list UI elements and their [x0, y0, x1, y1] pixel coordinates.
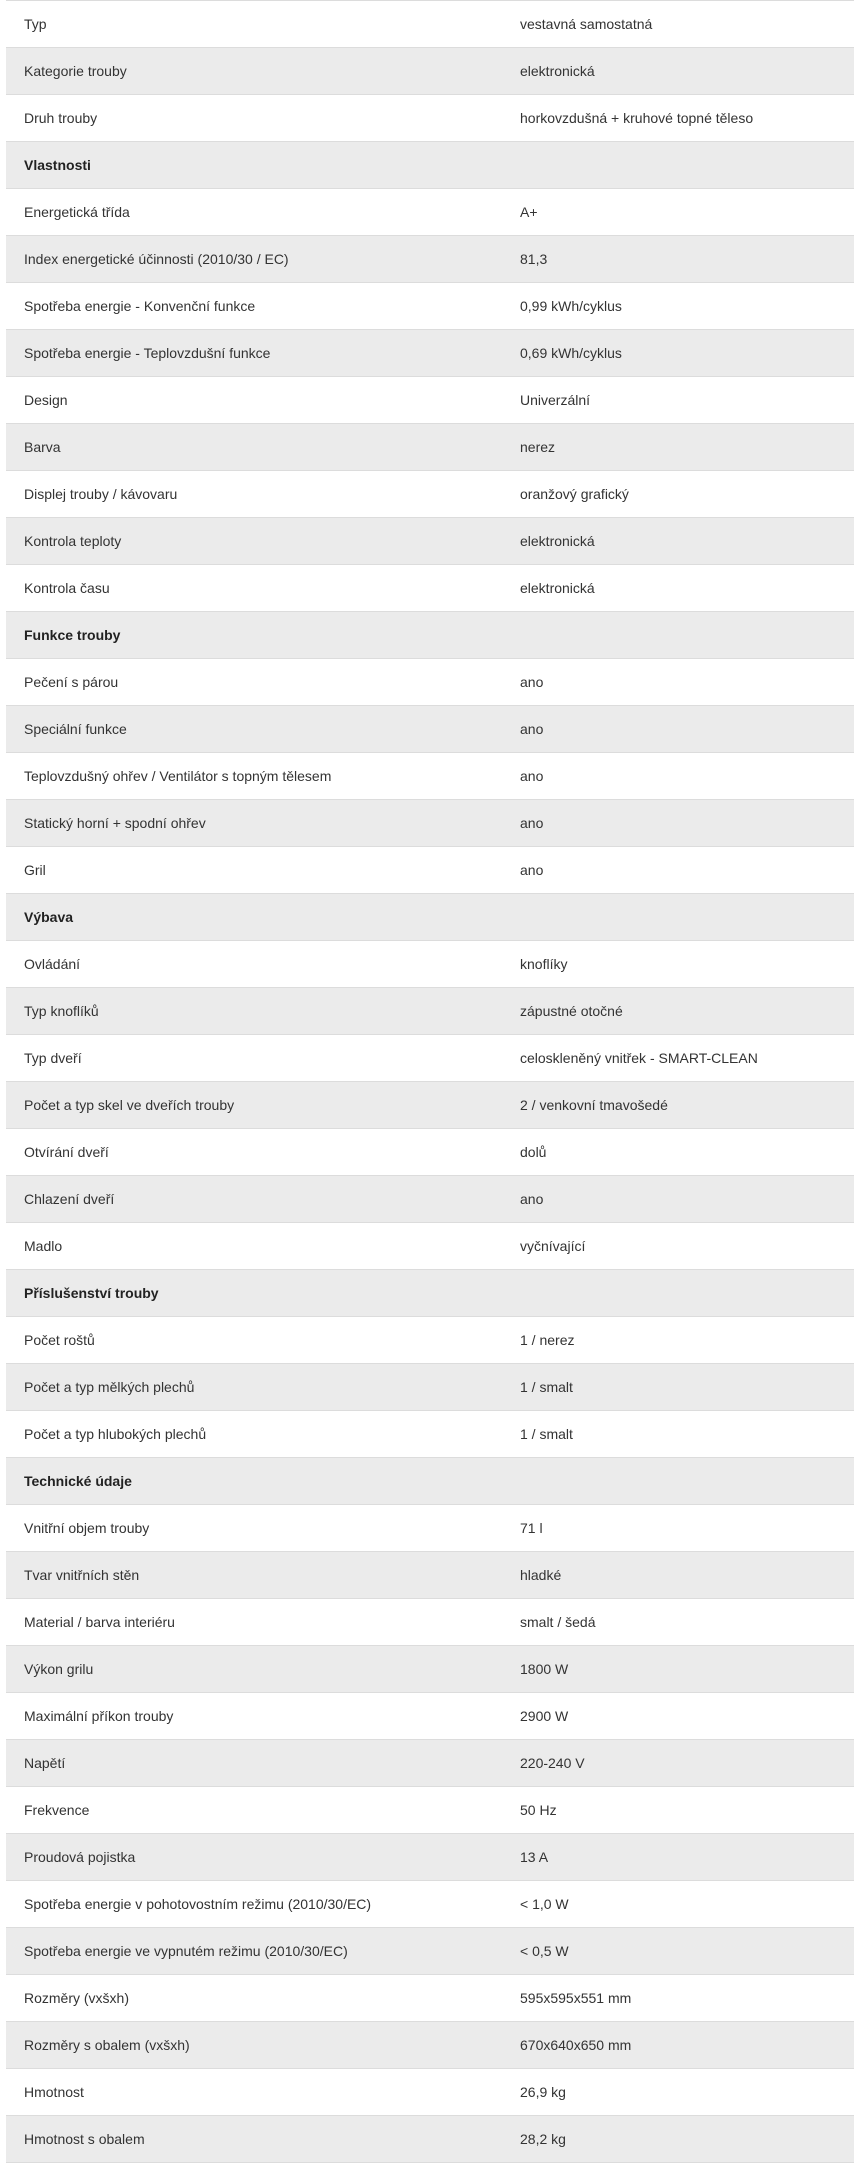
spec-label: Madlo: [24, 1237, 63, 1254]
spec-value: [502, 1270, 854, 1317]
spec-row: [6, 1599, 854, 1646]
spec-label: Typ knoflíků: [24, 1002, 99, 1019]
spec-row: [6, 1693, 854, 1740]
spec-row: [6, 1082, 854, 1129]
section-header-row: [6, 1270, 854, 1317]
spec-label: Hmotnost s obalem: [24, 2130, 145, 2147]
spec-label: Počet a typ hlubokých plechů: [24, 1425, 207, 1442]
spec-label: Spotřeba energie - Konvenční funkce: [24, 297, 256, 314]
spec-row: [6, 1, 854, 48]
spec-row: [6, 1129, 854, 1176]
spec-value: hladké: [520, 1566, 562, 1583]
spec-row: [6, 1928, 854, 1975]
spec-row: [6, 1411, 854, 1458]
spec-label: Počet roštů: [24, 1331, 95, 1348]
spec-row: [6, 1646, 854, 1693]
spec-label: Rozměry s obalem (vxšxh): [24, 2036, 190, 2053]
spec-value: < 0,5 W: [520, 1942, 569, 1959]
spec-row: [6, 189, 854, 236]
spec-row: [6, 1505, 854, 1552]
spec-value: ano: [520, 767, 544, 784]
spec-value: 0,99 kWh/cyklus: [520, 297, 622, 314]
spec-label: Pečení s párou: [24, 673, 119, 690]
specification-table-body: [6, 1, 854, 2163]
spec-value: 2900 W: [520, 1707, 569, 1724]
spec-label: Hmotnost: [24, 2083, 84, 2100]
spec-value: 28,2 kg: [520, 2130, 566, 2147]
spec-label: Gril: [24, 861, 46, 878]
spec-label: Typ: [24, 15, 47, 32]
spec-row: [6, 988, 854, 1035]
section-header-row: [6, 894, 854, 941]
spec-row: [6, 1975, 854, 2022]
spec-label: Ovládání: [24, 955, 81, 972]
spec-label: Kontrola času: [24, 579, 110, 596]
spec-value: 220-240 V: [520, 1754, 585, 1771]
spec-row: [6, 377, 854, 424]
spec-value: 71 l: [520, 1519, 543, 1536]
spec-value: 1800 W: [520, 1660, 569, 1677]
spec-label: Index energetické účinnosti (2010/30 / EC): [24, 250, 289, 267]
spec-row: [6, 941, 854, 988]
spec-value: [502, 612, 854, 659]
spec-label: Speciální funkce: [24, 720, 127, 737]
spec-row: [6, 2069, 854, 2116]
spec-label: Chlazení dveří: [24, 1190, 115, 1207]
spec-row: [6, 1881, 854, 1928]
spec-value: nerez: [520, 438, 556, 455]
spec-label: Napětí: [24, 1754, 66, 1771]
specification-table: [6, 0, 854, 2163]
spec-value: elektronická: [520, 62, 595, 79]
spec-row: [6, 753, 854, 800]
spec-value: 670x640x650 mm: [520, 2036, 632, 2053]
spec-label: Vnitřní objem trouby: [24, 1519, 150, 1536]
spec-value: elektronická: [520, 579, 595, 596]
spec-row: [6, 1740, 854, 1787]
spec-row: [6, 2022, 854, 2069]
section-title: Vlastnosti: [24, 156, 91, 173]
spec-value: dolů: [520, 1143, 547, 1160]
spec-row: [6, 283, 854, 330]
spec-value: horkovzdušná + kruhové topné těleso: [520, 109, 754, 126]
spec-label: Maximální příkon trouby: [24, 1707, 174, 1724]
spec-value: ano: [520, 673, 544, 690]
spec-row: [6, 706, 854, 753]
spec-label: Barva: [24, 438, 61, 455]
spec-value: vestavná samostatná: [520, 15, 653, 32]
spec-value: 2 / venkovní tmavošedé: [520, 1096, 668, 1113]
spec-value: ano: [520, 720, 544, 737]
spec-label: Výkon grilu: [24, 1660, 94, 1677]
spec-label: Teplovzdušný ohřev / Ventilátor s topným tělesem: [24, 767, 332, 784]
spec-row: [6, 330, 854, 377]
spec-value: [502, 142, 854, 189]
spec-label: Spotřeba energie ve vypnutém režimu (2010/30/EC): [24, 1942, 348, 1959]
spec-row: [6, 1223, 854, 1270]
spec-value: [502, 1458, 854, 1505]
section-title: Výbava: [24, 908, 74, 925]
spec-row: [6, 565, 854, 612]
spec-value: oranžový grafický: [520, 485, 629, 502]
spec-label: Kategorie trouby: [24, 62, 127, 79]
section-header-row: [6, 1458, 854, 1505]
spec-value: vyčnívající: [520, 1237, 586, 1254]
spec-label: Energetická třída: [24, 203, 130, 220]
spec-value: ano: [520, 814, 544, 831]
spec-row: [6, 48, 854, 95]
spec-value: elektronická: [520, 532, 595, 549]
spec-label: Frekvence: [24, 1801, 90, 1818]
spec-row: [6, 1834, 854, 1881]
spec-label: Počet a typ skel ve dveřích trouby: [24, 1096, 235, 1113]
spec-value: 26,9 kg: [520, 2083, 566, 2100]
spec-label: Design: [24, 391, 68, 408]
spec-label: Spotřeba energie v pohotovostním režimu (2010/30/EC): [24, 1895, 372, 1912]
section-title: Příslušenství trouby: [24, 1284, 159, 1301]
spec-value: 1 / smalt: [520, 1425, 573, 1442]
spec-row: [6, 95, 854, 142]
section-header-row: [6, 142, 854, 189]
spec-value: 0,69 kWh/cyklus: [520, 344, 622, 361]
spec-value: 13 A: [520, 1848, 549, 1865]
spec-value: 595x595x551 mm: [520, 1989, 632, 2006]
spec-value: ano: [520, 1190, 544, 1207]
spec-value: celoskleněný vnitřek - SMART-CLEAN: [520, 1049, 758, 1066]
spec-row: [6, 2116, 854, 2163]
spec-row: [6, 518, 854, 565]
spec-label: Displej trouby / kávovaru: [24, 485, 178, 502]
spec-row: [6, 236, 854, 283]
spec-value: smalt / šedá: [520, 1613, 596, 1630]
spec-label: Kontrola teploty: [24, 532, 122, 549]
spec-row: [6, 1035, 854, 1082]
spec-value: 81,3: [520, 250, 548, 267]
spec-value: 50 Hz: [520, 1801, 557, 1818]
spec-row: [6, 1317, 854, 1364]
spec-label: Rozměry (vxšxh): [24, 1989, 130, 2006]
spec-label: Spotřeba energie - Teplovzdušní funkce: [24, 344, 271, 361]
spec-value: knoflíky: [520, 955, 568, 972]
spec-row: [6, 1552, 854, 1599]
spec-value: Univerzální: [520, 391, 591, 408]
spec-row: [6, 1176, 854, 1223]
spec-label: Proudová pojistka: [24, 1848, 136, 1865]
spec-row: [6, 471, 854, 518]
spec-value: zápustné otočné: [520, 1002, 623, 1019]
section-title: Funkce trouby: [24, 626, 121, 643]
spec-label: Otvírání dveří: [24, 1143, 109, 1160]
spec-label: Material / barva interiéru: [24, 1613, 175, 1630]
spec-value: < 1,0 W: [520, 1895, 569, 1912]
section-header-row: [6, 612, 854, 659]
spec-value: [502, 894, 854, 941]
spec-row: [6, 800, 854, 847]
spec-row: [6, 424, 854, 471]
spec-row: [6, 659, 854, 706]
section-title: Technické údaje: [24, 1472, 132, 1489]
spec-value: A+: [520, 203, 538, 220]
spec-row: [6, 1787, 854, 1834]
spec-label: Počet a typ mělkých plechů: [24, 1378, 195, 1395]
spec-row: [6, 1364, 854, 1411]
spec-label: Tvar vnitřních stěn: [24, 1566, 140, 1583]
spec-value: 1 / nerez: [520, 1331, 575, 1348]
spec-label: Druh trouby: [24, 109, 98, 126]
spec-label: Typ dveří: [24, 1049, 82, 1066]
spec-row: [6, 847, 854, 894]
spec-value: ano: [520, 861, 544, 878]
spec-label: Statický horní + spodní ohřev: [24, 814, 206, 831]
spec-value: 1 / smalt: [520, 1378, 573, 1395]
